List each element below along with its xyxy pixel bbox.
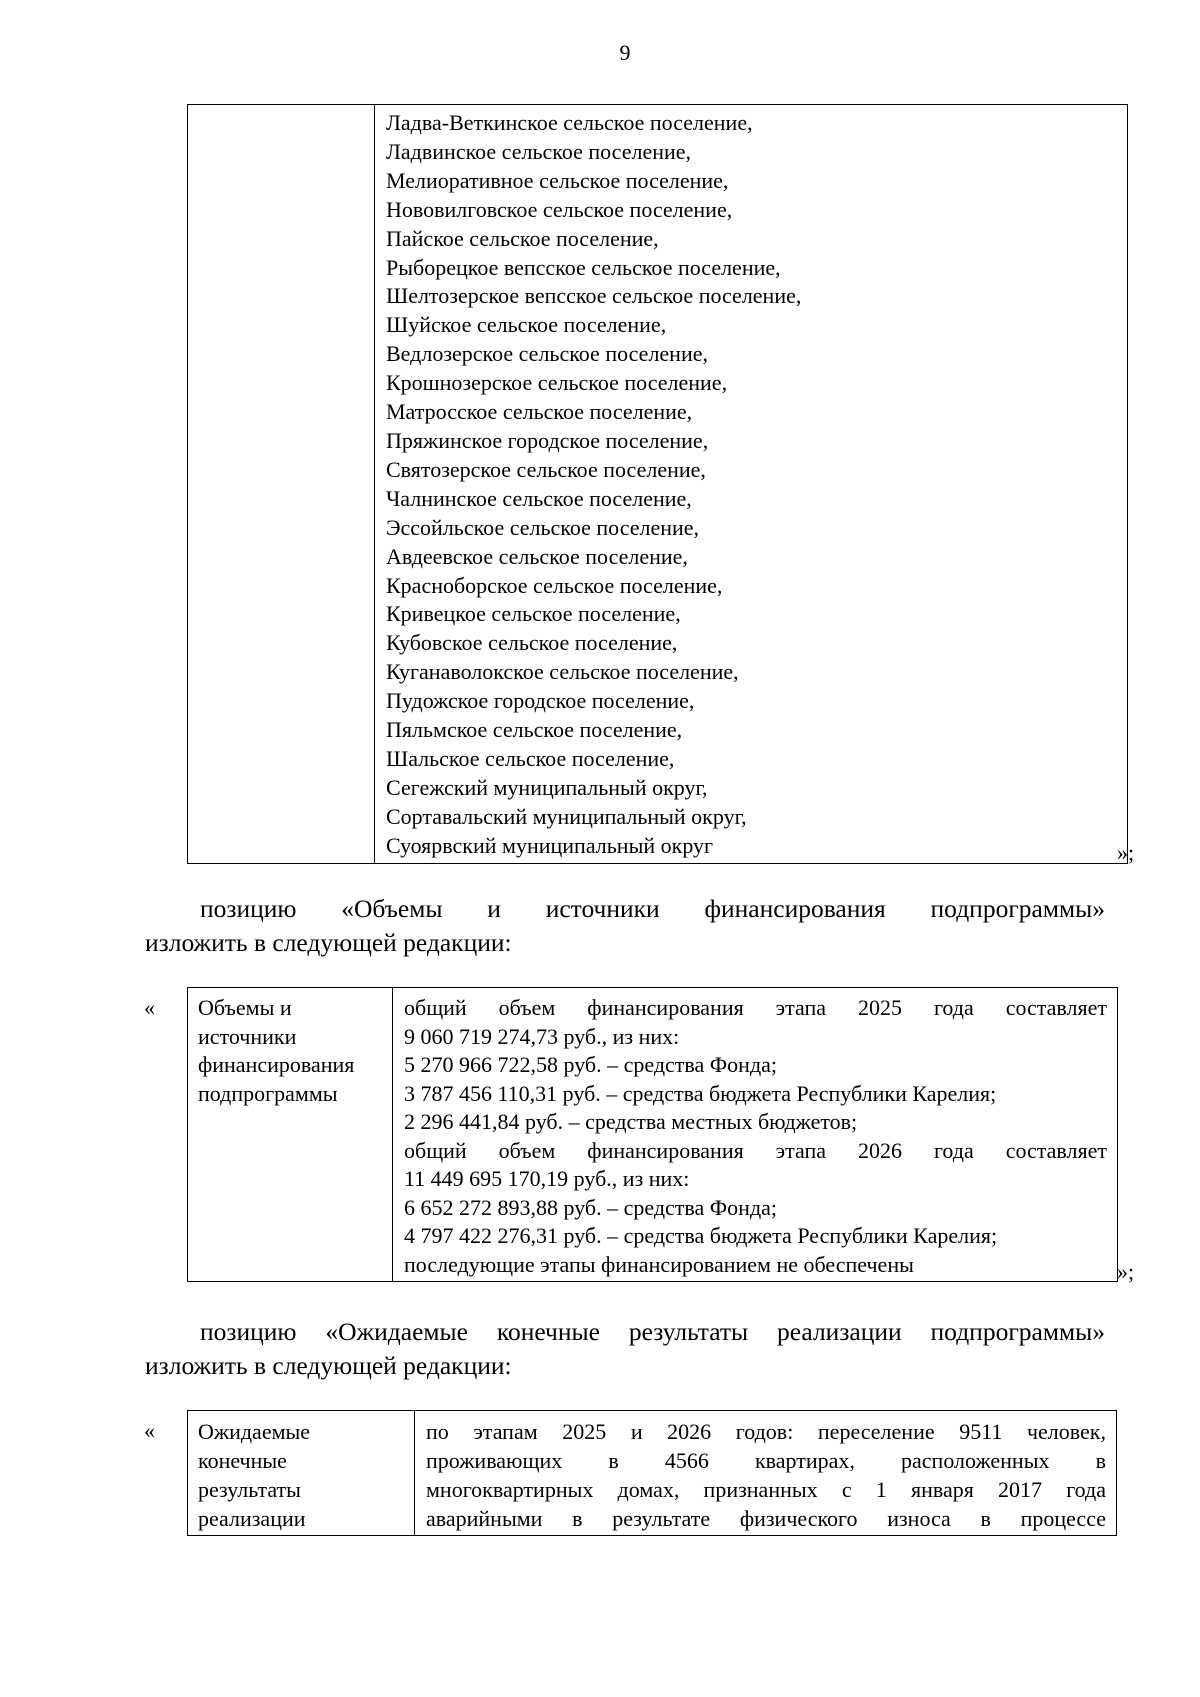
results-table-label-cell bbox=[188, 1411, 415, 1536]
funding-table-label-cell bbox=[188, 988, 393, 1282]
municipality-line: Нововилговское сельское поселение, bbox=[386, 196, 733, 222]
municipality-line: Шальское сельское поселение, bbox=[386, 745, 675, 771]
municipality-line: Пудожское городское поселение, bbox=[386, 688, 695, 714]
funding-line: 3 787 456 110,31 руб. – средства бюджета Республики Карелия; bbox=[404, 1080, 997, 1106]
municipalities-table bbox=[187, 104, 1128, 864]
municipality-line: Сортавальский муниципальный округ, bbox=[386, 803, 747, 829]
funding-line: 2 296 441,84 руб. – средства местных бюджетов; bbox=[404, 1109, 858, 1134]
results-table-value-cell bbox=[415, 1411, 1117, 1536]
municipality-line: Ладвинское сельское поселение, bbox=[386, 138, 692, 164]
municipality-line: Кубовское сельское поселение, bbox=[386, 630, 678, 656]
funding-line: общий объем финансирования этапа 2025 года составляет bbox=[404, 995, 1107, 1020]
funding-line: 4 797 422 276,31 руб. – средства бюджета Республики Карелия; bbox=[404, 1223, 998, 1248]
funding-line: 11 449 695 170,19 руб., из них: bbox=[404, 1166, 690, 1191]
funding-table bbox=[187, 987, 1118, 1282]
table2-opening-quote: « bbox=[144, 995, 155, 1020]
municipality-line: Куганаволокское сельское поселение, bbox=[386, 659, 739, 685]
municipality-line: Пяльмское сельское поселение, bbox=[386, 717, 683, 743]
paragraph-line: позицию «Ожидаемые конечные результаты реализации подпрограммы» bbox=[200, 1317, 1105, 1346]
paragraph-funding-position bbox=[145, 892, 1105, 960]
label-line: реализации bbox=[198, 1506, 306, 1531]
municipality-line: Ладва-Веткинское сельское поселение, bbox=[386, 110, 753, 135]
funding-line: 6 652 272 893,88 руб. – средства Фонда; bbox=[404, 1194, 778, 1220]
municipality-line: Крошнозерское сельское поселение, bbox=[386, 370, 728, 396]
label-line: Объемы и bbox=[198, 995, 292, 1020]
paragraph-line: изложить в следующей редакции: bbox=[145, 1351, 512, 1380]
municipality-line: Рыборецкое вепсское сельское поселение, bbox=[386, 254, 781, 280]
results-table bbox=[187, 1410, 1117, 1536]
label-line: результаты bbox=[198, 1477, 301, 1502]
label-line: Ожидаемые bbox=[198, 1419, 311, 1444]
funding-line: 5 270 966 722,58 руб. – средства Фонда; bbox=[404, 1052, 778, 1077]
page-number: 9 bbox=[619, 40, 631, 65]
municipality-line: Сегежский муниципальный округ, bbox=[386, 774, 708, 800]
municipalities-table-right-cell bbox=[375, 105, 1128, 864]
paragraph-results-position bbox=[145, 1315, 1105, 1383]
results-line: многоквартирных домах, признанных с 1 января 2017 года bbox=[426, 1477, 1106, 1502]
label-line: подпрограммы bbox=[198, 1080, 338, 1106]
municipality-line: Чалнинское сельское поселение, bbox=[386, 485, 692, 511]
municipality-line: Пряжинское городское поселение, bbox=[386, 427, 709, 453]
funding-line: последующие этапы финансированием не обеспечены bbox=[404, 1251, 914, 1277]
results-line: аварийными в результате физического износа в процессе bbox=[426, 1506, 1106, 1531]
municipality-line: Мелиоративное сельское поселение, bbox=[386, 167, 729, 193]
municipality-line: Авдеевское сельское поселение, bbox=[386, 543, 688, 569]
municipality-line: Пайское сельское поселение, bbox=[386, 225, 659, 251]
municipality-line: Суоярвский муниципальный округ bbox=[386, 832, 714, 858]
table2-closing-quote: »; bbox=[1117, 1259, 1135, 1284]
label-line: источники bbox=[198, 1023, 297, 1049]
municipality-line: Матросское сельское поселение, bbox=[386, 399, 693, 425]
results-line: по этапам 2025 и 2026 годов: переселение 9511 человек, bbox=[426, 1419, 1106, 1444]
municipality-line: Эссойльское сельское поселение, bbox=[386, 514, 700, 540]
municipality-line: Кривецкое сельское поселение, bbox=[386, 601, 681, 627]
paragraph-line: позицию «Объемы и источники финансирования подпрограммы» bbox=[200, 894, 1105, 923]
table1-closing-quote: »; bbox=[1117, 840, 1135, 865]
municipality-line: Красноборское сельское поселение, bbox=[386, 572, 723, 598]
label-line: финансирования bbox=[198, 1052, 355, 1077]
municipality-line: Шелтозерское вепсское сельское поселение, bbox=[386, 283, 802, 309]
municipality-line: Шуйское сельское поселение, bbox=[386, 312, 667, 338]
label-line: конечные bbox=[198, 1448, 287, 1473]
paragraph-line: изложить в следующей редакции: bbox=[145, 928, 512, 957]
funding-table-value-cell bbox=[393, 988, 1118, 1282]
results-line: проживающих в 4566 квартирах, расположенных в bbox=[426, 1448, 1106, 1473]
municipalities-table-left-cell bbox=[188, 105, 375, 864]
funding-line: общий объем финансирования этапа 2026 года составляет bbox=[404, 1137, 1107, 1163]
funding-line: 9 060 719 274,73 руб., из них: bbox=[404, 1023, 680, 1049]
table3-opening-quote: « bbox=[144, 1418, 155, 1443]
municipality-line: Ведлозерское сельское поселение, bbox=[386, 341, 708, 367]
municipality-line: Святозерское сельское поселение, bbox=[386, 456, 706, 482]
